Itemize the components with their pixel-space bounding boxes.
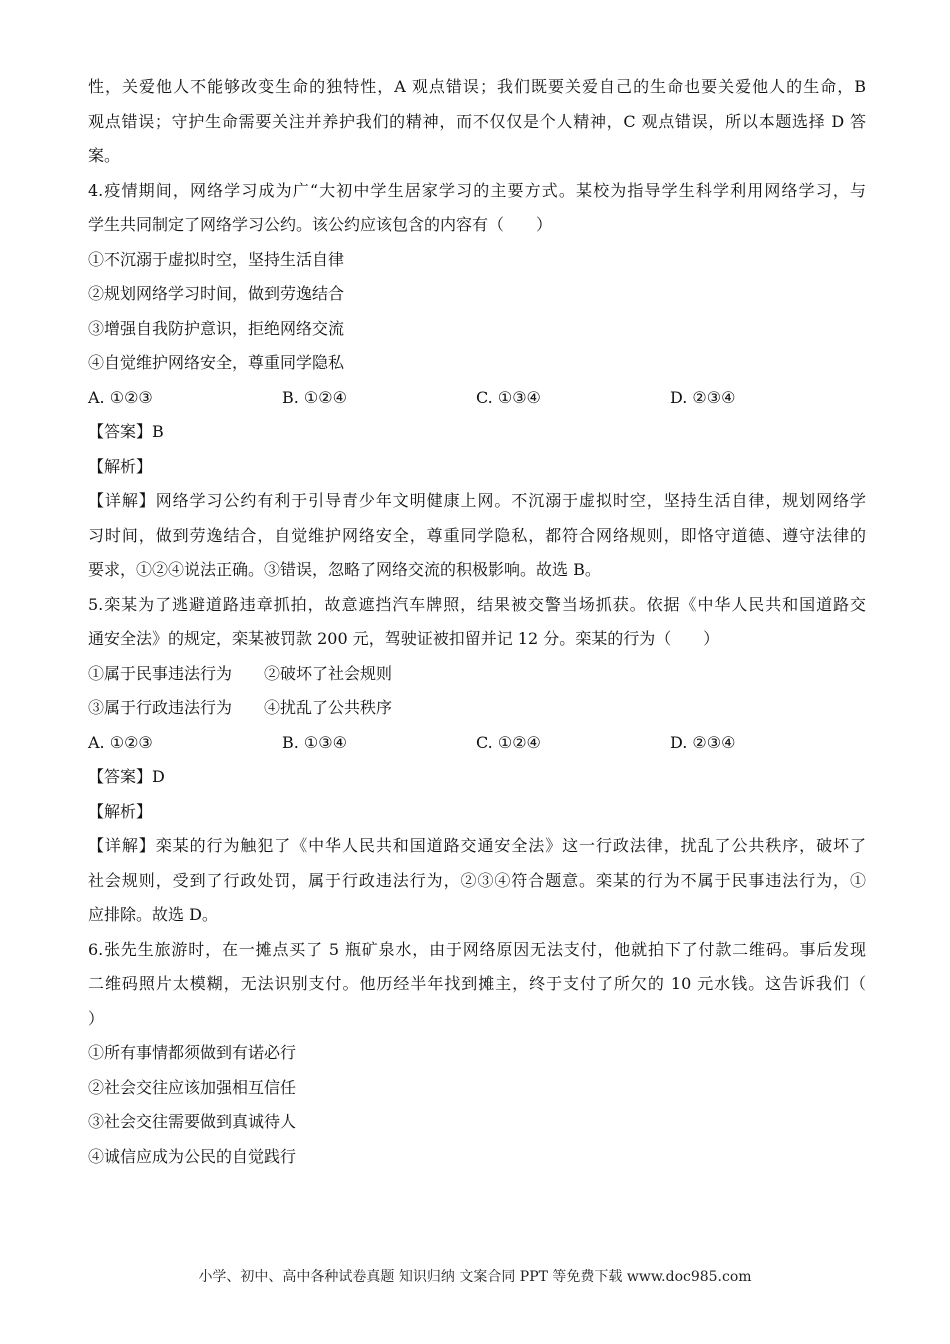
statement-item: ②规划网络学习时间，做到劳逸结合 bbox=[88, 284, 345, 303]
question-stem: 通安全法》的规定，栾某被罚款 200 元，驾驶证被扣留并记 12 分。栾某的行为（ ） bbox=[88, 629, 720, 648]
question-6 bbox=[88, 933, 866, 1175]
answer-options bbox=[88, 381, 866, 416]
statement-item: ①不沉溺于虚拟时空，坚持生活自律 bbox=[88, 249, 345, 269]
answer-label: 【答案】D bbox=[88, 767, 165, 786]
option-c: C. ①②④ bbox=[476, 732, 541, 752]
detail-text: 应排除。故选 D。 bbox=[88, 905, 218, 924]
previous-analysis-continued bbox=[88, 70, 866, 174]
option-c: C. ①③④ bbox=[476, 387, 541, 407]
option-a: A. ①②③ bbox=[88, 387, 153, 407]
question-stem: 4.疫情期间，网络学习成为广“大初中学生居家学习的主要方式。某校为指导学生科学利用网络学习，与 bbox=[88, 180, 866, 200]
text-line: 案。 bbox=[88, 146, 121, 165]
question-stem: ） bbox=[88, 1008, 105, 1028]
statement-item: ①属于民事违法行为 ②破坏了社会规则 bbox=[88, 663, 393, 683]
statement-item: ③社会交往需要做到真诚待人 bbox=[88, 1112, 297, 1131]
answer-options bbox=[88, 726, 866, 761]
detail-text: 【详解】网络学习公约有利于引导青少年文明健康上网。不沉溺于虚拟时空，坚持生活自律，规划网络学 bbox=[88, 491, 866, 510]
detail-text: 【详解】栾某的行为触犯了《中华人民共和国道路交通安全法》这一行政法律，扰乱了公共秩序，破坏了 bbox=[88, 836, 866, 855]
text-line: 性，关爱他人不能够改变生命的独特性，A 观点错误；我们既要关爱自己的生命也要关爱他人的生命，B bbox=[88, 77, 866, 96]
statement-item: ②社会交往应该加强相互信任 bbox=[88, 1077, 297, 1097]
statement-item: ④自觉维护网络安全，尊重同学隐私 bbox=[88, 353, 345, 372]
option-b: B. ①②④ bbox=[282, 387, 347, 407]
document-body bbox=[88, 70, 866, 1174]
option-a: A. ①②③ bbox=[88, 732, 153, 752]
analysis-label: 【解析】 bbox=[88, 801, 153, 821]
detail-text: 习时间，做到劳逸结合，自觉维护网络安全，尊重同学隐私，都符合网络规则，即恪守道德、遵守法律的 bbox=[88, 525, 866, 545]
question-stem: 学生共同制定了网络学习公约。该公约应该包含的内容有（ ） bbox=[88, 215, 553, 234]
statement-item: ③属于行政违法行为 ④扰乱了公共秩序 bbox=[88, 698, 393, 717]
detail-text: 要求，①②④说法正确。③错误，忽略了网络交流的积极影响。故选 B。 bbox=[88, 560, 601, 579]
statement-item: ①所有事情都须做到有诺必行 bbox=[88, 1043, 297, 1062]
question-stem: 二维码照片太模糊，无法识别支付。他历经半年找到摊主，终于支付了所欠的 10 元水钱。这告诉我们（ bbox=[88, 974, 866, 993]
option-d: D. ②③④ bbox=[670, 387, 736, 407]
question-4 bbox=[88, 174, 866, 588]
analysis-label: 【解析】 bbox=[88, 456, 153, 476]
page-footer: 小学、初中、高中各种试卷真题 知识归纳 文案合同 PPT 等免费下载 www.doc985.com bbox=[198, 1269, 752, 1285]
question-stem: 5.栾某为了逃避道路违章抓拍，故意遮挡汽车牌照，结果被交警当场抓获。依据《中华人民共和国道路交 bbox=[88, 594, 866, 614]
detail-text: 社会规则，受到了行政处罚，属于行政违法行为，②③④符合题意。栾某的行为不属于民事违法行为，① bbox=[88, 870, 866, 890]
text-line: 观点错误；守护生命需要关注并养护我们的精神，而不仅仅是个人精神，C 观点错误，所以本题选择 D 答 bbox=[88, 111, 866, 131]
statement-item: ④诚信应成为公民的自觉践行 bbox=[88, 1146, 297, 1166]
option-d: D. ②③④ bbox=[670, 732, 736, 752]
statement-item: ③增强自我防护意识，拒绝网络交流 bbox=[88, 318, 345, 338]
question-stem: 6.张先生旅游时，在一摊点买了 5 瓶矿泉水，由于网络原因无法支付，他就拍下了付款二维码。事后发现 bbox=[88, 939, 866, 959]
option-b: B. ①③④ bbox=[282, 732, 347, 752]
question-5 bbox=[88, 588, 866, 933]
answer-label: 【答案】B bbox=[88, 422, 164, 441]
